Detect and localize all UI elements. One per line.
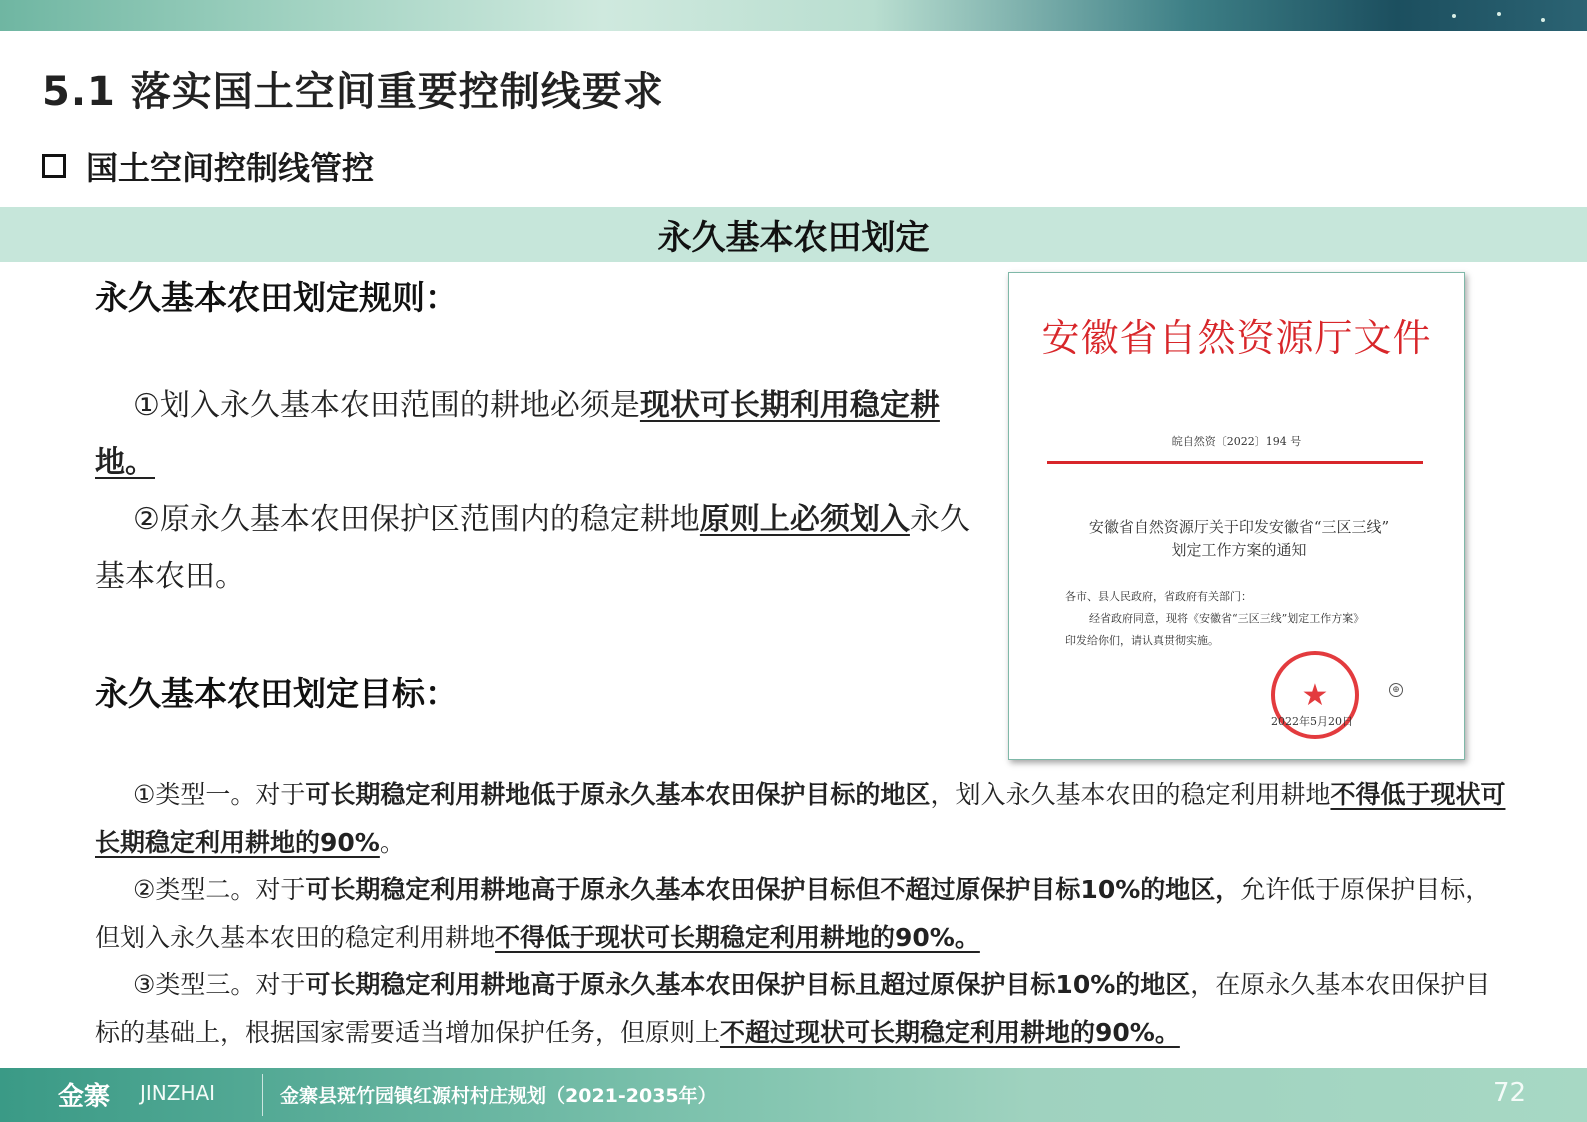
document-body-line: 经省政府同意，现将《安徽省“三区三线”划定工作方案》	[1089, 612, 1365, 625]
document-subject	[1049, 516, 1429, 562]
seal-star-icon: ★	[1301, 677, 1329, 713]
document-header: 安徽省自然资源厅文件	[1041, 316, 1432, 360]
footer-bar	[0, 1068, 1587, 1122]
goals-text	[95, 771, 1510, 1056]
goal-2-emphasis: 不得低于现状可长期稳定利用耕地的90%。	[495, 922, 980, 952]
goal-3-lead: ③类型三。对于	[133, 970, 306, 999]
rule-2-text: ②原永久基本农田保护区范围内的稳定耕地	[133, 502, 700, 537]
rule-1-emphasis: 现状可长期利用稳定耕地。	[95, 388, 940, 480]
footer-logo-en: JINZHAI	[140, 1081, 216, 1105]
rule-2-emphasis: 原则上必须划入	[699, 502, 910, 537]
goal-1-condition: 可长期稳定利用耕地低于原永久基本农田保护目标的地区	[305, 780, 931, 809]
goal-3-condition: 可长期稳定利用耕地高于原永久基本农田保护目标且超过原保护目标10%的地区	[305, 970, 1191, 999]
goal-3-emphasis: 不超过现状可长期稳定利用耕地的90%。	[720, 1017, 1180, 1047]
rule-item-1	[95, 377, 995, 491]
section-subtitle	[42, 143, 374, 189]
goal-type-3	[95, 961, 1510, 1056]
goal-1-emphasis: 不得低于现状可长期稳定利用耕地的90%	[95, 780, 1506, 857]
decor-dot	[1452, 14, 1456, 18]
document-subject-line: 划定工作方案的通知	[1171, 541, 1307, 559]
rule-2-tail: 永久基本农田。	[95, 502, 970, 594]
document-body-line: 各市、县人民政府，省政府有关部门：	[1065, 590, 1252, 603]
goal-1-lead: ①类型一。对于	[133, 780, 306, 809]
goal-2-text: 允许低于原保护目标，但划入永久基本农田的稳定利用耕地	[95, 875, 1491, 952]
goals-heading: 永久基本农田划定目标：	[95, 674, 458, 713]
decor-dot	[1497, 12, 1501, 16]
page-number: 72	[1493, 1078, 1527, 1108]
page-title: 5.1 落实国土空间重要控制线要求	[42, 69, 664, 115]
rules-text	[95, 377, 995, 605]
section-band-title: 永久基本农田划定	[0, 207, 1587, 262]
square-bullet-icon	[42, 154, 66, 178]
document-red-rule	[1047, 461, 1423, 464]
section-subtitle-text: 国土空间控制线管控	[86, 149, 375, 187]
goal-2-condition: 可长期稳定利用耕地高于原永久基本农田保护目标但不超过原保护目标10%的地区，	[305, 875, 1241, 904]
goal-1-text: ，划入永久基本农田的稳定利用耕地	[930, 780, 1331, 809]
rules-heading: 永久基本农田划定规则：	[95, 278, 458, 317]
document-body-line: 印发给你们，请认真贯彻实施。	[1065, 634, 1219, 647]
goal-3-text: ，在原永久基本农田保护目标的基础上，根据国家需要适当增加保护任务，但原则上	[95, 970, 1491, 1047]
document-body	[1065, 586, 1445, 652]
top-decorative-band	[0, 0, 1587, 31]
move-handle-icon[interactable]: ⊕	[1389, 683, 1403, 697]
footer-logo-cn: 金寨	[58, 1082, 111, 1112]
goal-2-lead: ②类型二。对于	[133, 875, 306, 904]
document-number: 皖自然资〔2022〕194 号	[1171, 435, 1302, 448]
goal-type-2	[95, 866, 1510, 961]
footer-divider	[262, 1074, 263, 1116]
rule-1-text: ①划入永久基本农田范围的耕地必须是	[133, 388, 640, 423]
goal-type-1	[95, 771, 1510, 866]
footer-plan-title: 金寨县斑竹园镇红源村村庄规划（2021-2035年）	[280, 1085, 717, 1107]
document-subject-line: 安徽省自然资源厅关于印发安徽省“三区三线”	[1088, 518, 1390, 536]
goal-1-end: 。	[379, 827, 405, 857]
document-date: 2022年5月20日	[1271, 715, 1353, 728]
rule-item-2	[95, 491, 995, 605]
official-document-image	[1008, 272, 1465, 760]
decor-dot	[1541, 18, 1545, 22]
